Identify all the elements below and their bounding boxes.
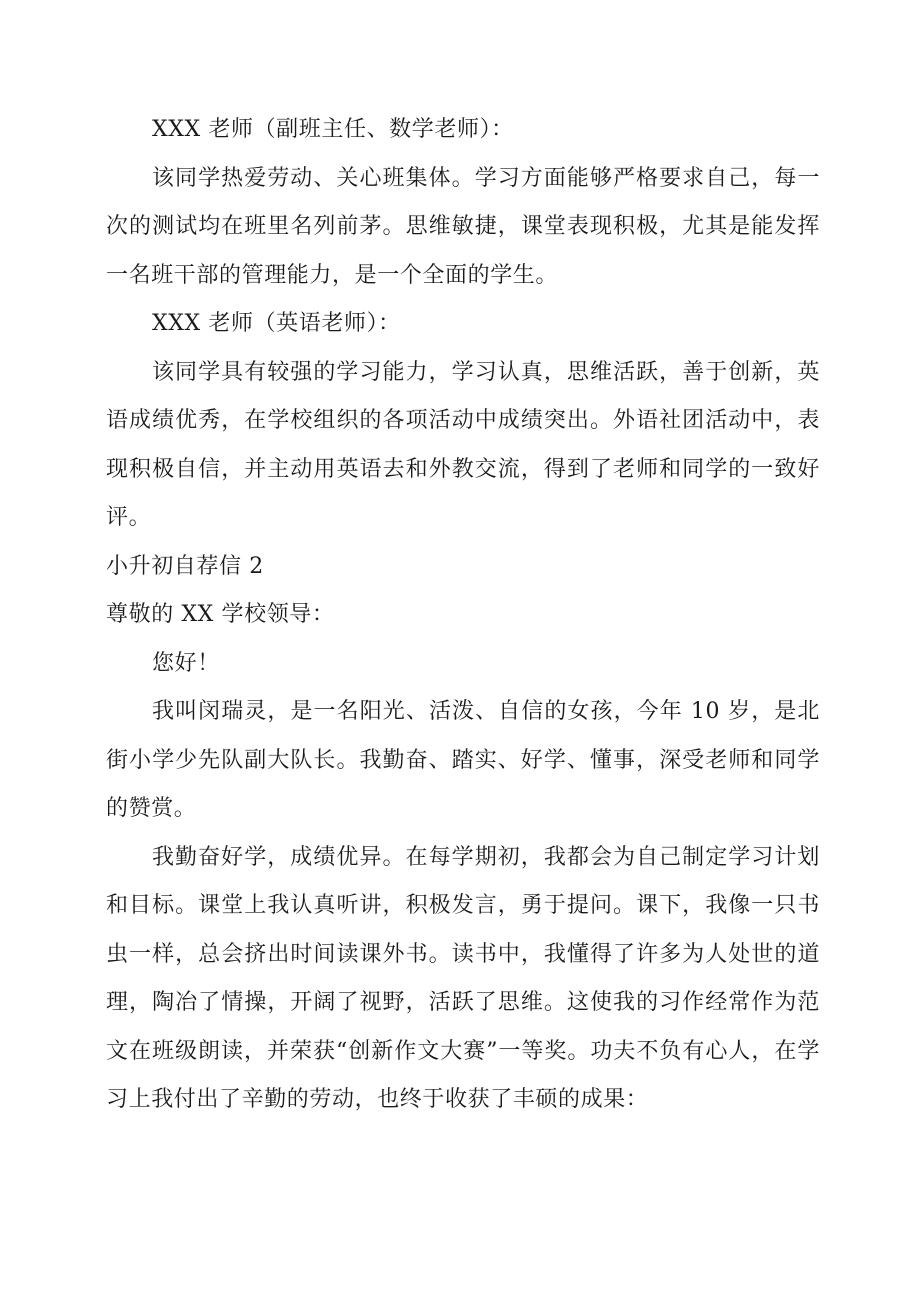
teacher-english-comment: 该同学具有较强的学习能力，学习认真，思维活跃，善于创新，英语成绩优秀，在学校组织的各项活动中成绩突出。外语社团活动中，表现积极自信，并主动用英语去和外教交流，得到了老师和同学的一致好评。: [106, 359, 820, 530]
salutation: 尊敬的 XX 学校领导：: [106, 602, 335, 627]
teacher-math-comment: 该同学热爱劳动、关心班集体。学习方面能够严格要求自己，每一次的测试均在班里名列前茅。思维敏捷，课堂表现积极，尤其是能发挥一名班干部的管理能力，是一个全面的学生。: [106, 165, 820, 288]
intro-paragraph: 我叫闵瑞灵，是一名阳光、活泼、自信的女孩，今年 10 岁，是北街小学少先队副大队长。我勤奋、踏实、好学、懂事，深受老师和同学的赞赏。: [106, 699, 820, 821]
study-paragraph: 我勤奋好学，成绩优异。在每学期初，我都会为自己制定学习计划和目标。课堂上我认真听讲，积极发言，勇于提问。课下，我像一只书虫一样，总会挤出时间读课外书。读书中，我懂得了许多为人处世的道理，陶冶了情操，开阔了视野，活跃了思维。这使我的习作经常作为范文在班级朗读，并荣获“创新作文大赛”一等奖。功夫不负有心人，在学习上我付出了辛勤的劳动，也终于收获了丰硕的成果：: [106, 844, 820, 1112]
letter-title: 小升初自荐信 2: [106, 553, 264, 579]
teacher-math-header: XXX 老师（副班主任、数学老师）：: [152, 117, 514, 142]
greeting: 您好！: [152, 650, 220, 676]
document-body: [106, 106, 820, 1125]
teacher-english-header: XXX 老师（英语老师）：: [152, 311, 401, 336]
